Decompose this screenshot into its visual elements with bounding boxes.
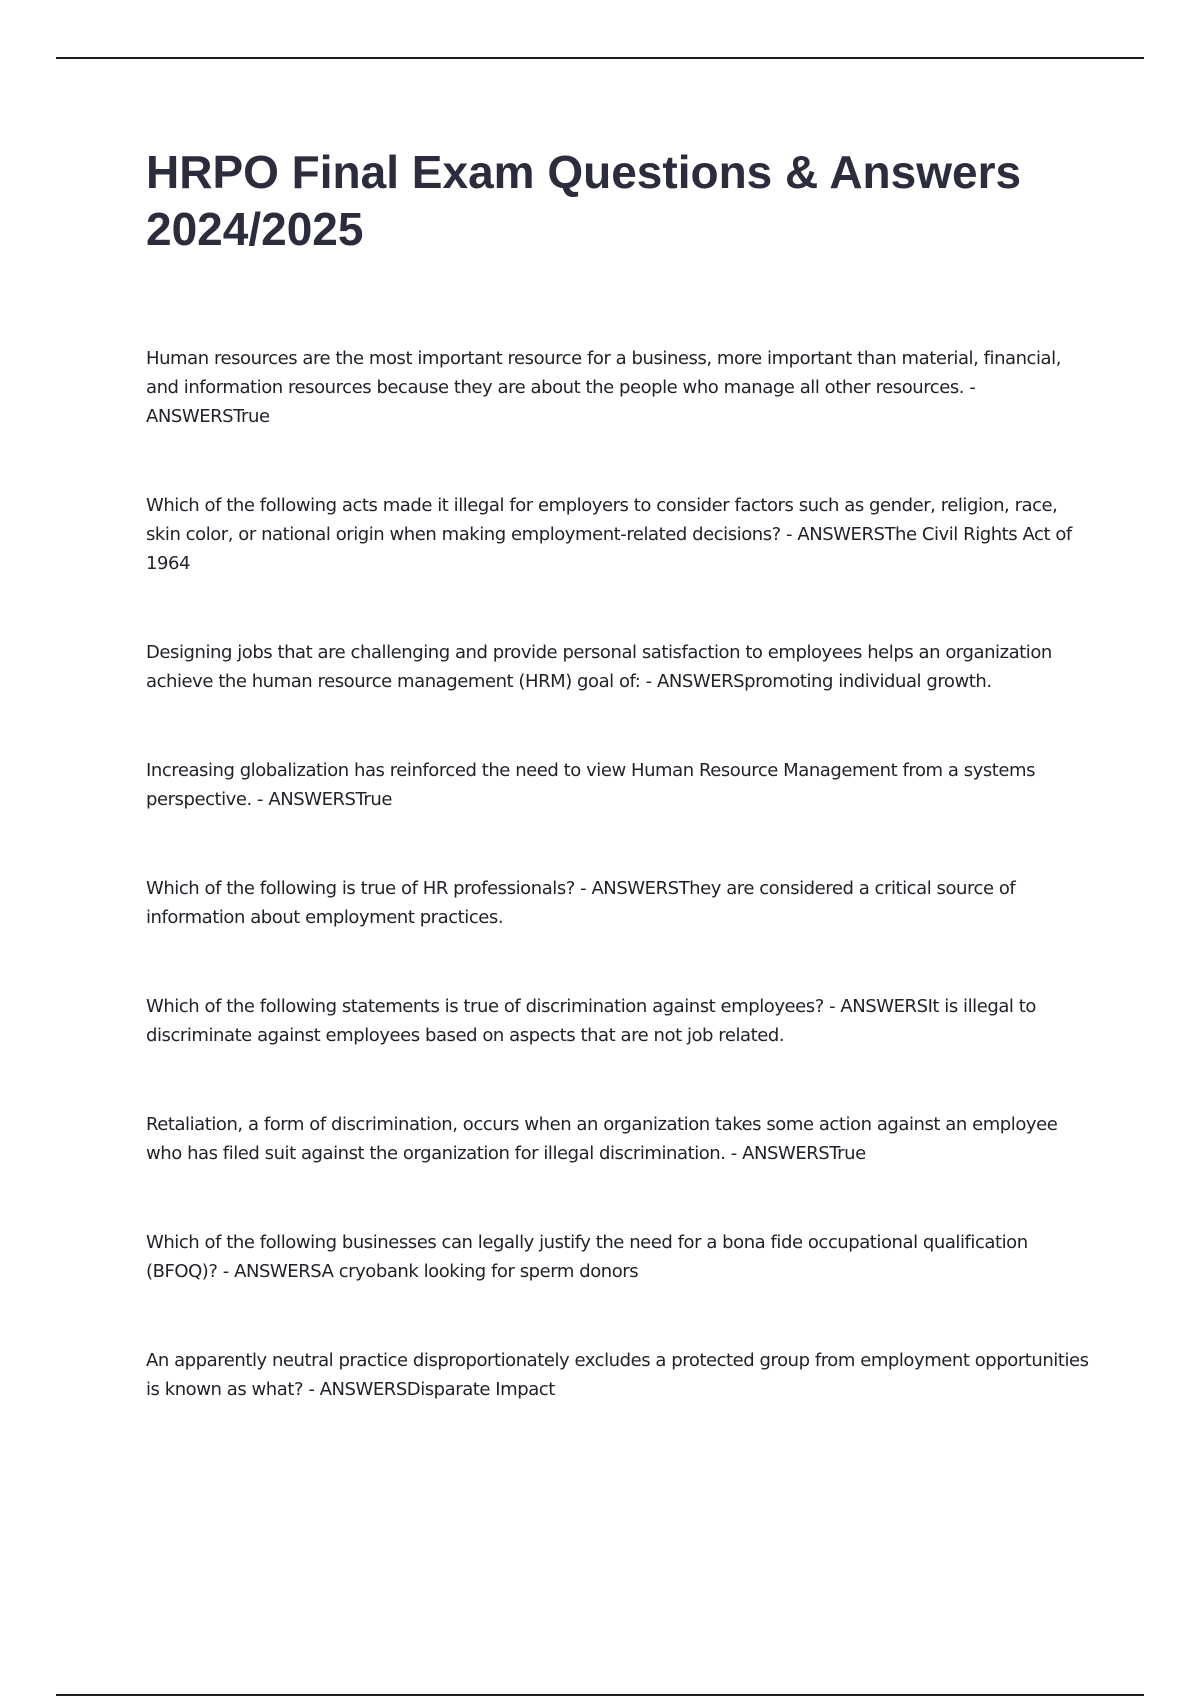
qa-item: Which of the following acts made it illegal for employers to consider factors such as gender, religion, race, skin color, or national origin when making employment-related decisions? - ANSWERSThe Civil Rights Act of 1964	[146, 495, 1072, 574]
qa-item: Which of the following businesses can legally justify the need for a bona fide occupational qualification (BFOQ)? - ANSWERSA cryobank looking for sperm donors	[146, 1232, 1028, 1282]
qa-item: Which of the following is true of HR professionals? - ANSWERSThey are considered a critical source of information about employment practices.	[146, 878, 1016, 928]
page-title: HRPO Final Exam Questions & Answers 2024/2025	[146, 146, 1022, 255]
qa-item: Designing jobs that are challenging and provide personal satisfaction to employees helps an organization achieve the human resource management (HRM) goal of: - ANSWERSpromoting individual growth.	[146, 642, 1052, 692]
qa-item: Retaliation, a form of discrimination, occurs when an organization takes some action against an employee who has filed suit against the organization for illegal discrimination. - ANSWERSTrue	[146, 1114, 1058, 1164]
bottom-rule	[56, 1694, 1144, 1696]
qa-item: An apparently neutral practice disproportionately excludes a protected group from employment opportunities is known as what? - ANSWERSDisparate Impact	[146, 1350, 1089, 1400]
qa-list	[146, 344, 1096, 1464]
qa-item: Increasing globalization has reinforced the need to view Human Resource Management from a systems perspective. - ANSWERSTrue	[146, 760, 1036, 810]
qa-item: Human resources are the most important resource for a business, more important than material, financial, and information resources because they are about the people who manage all other resources. - ANSWERSTrue	[146, 348, 1061, 427]
top-rule	[56, 57, 1144, 59]
qa-item: Which of the following statements is true of discrimination against employees? - ANSWERSIt is illegal to discriminate against employees based on aspects that are not job related.	[146, 996, 1036, 1046]
